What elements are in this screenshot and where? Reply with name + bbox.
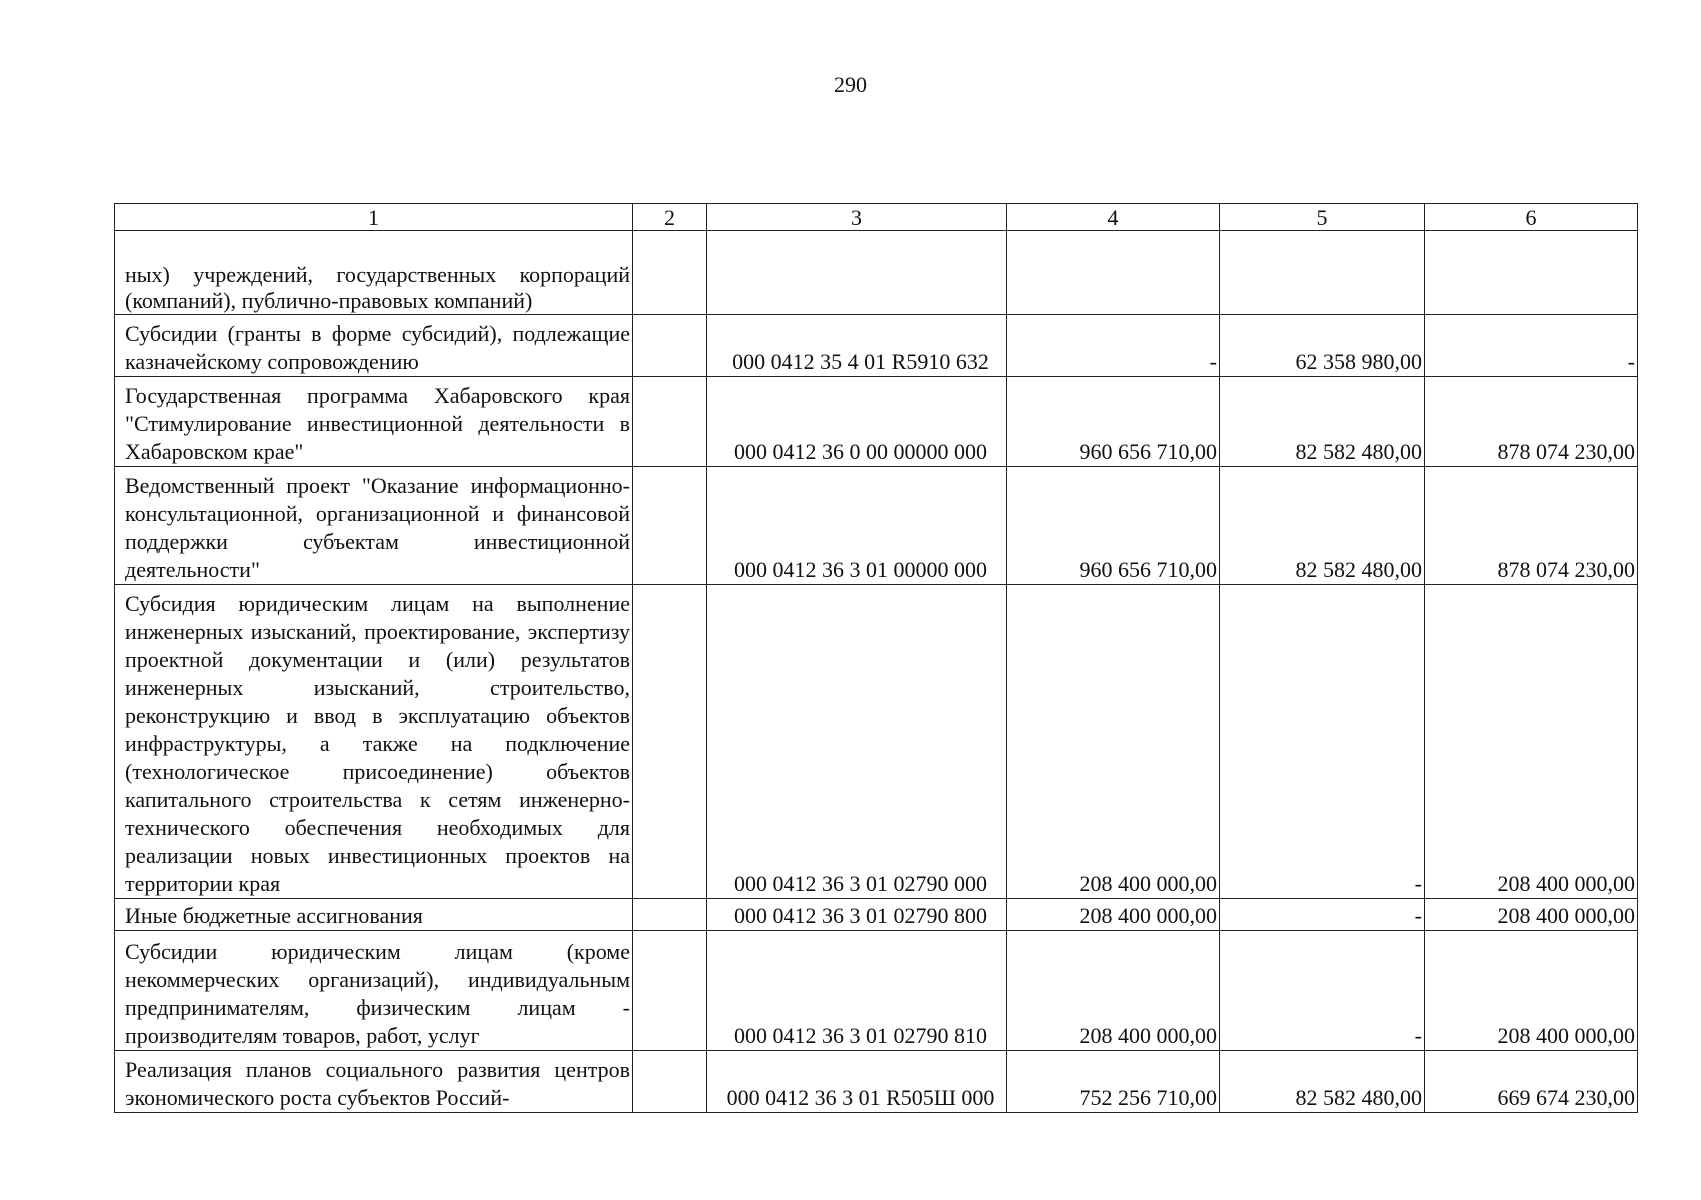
- column-header: 2: [633, 204, 707, 231]
- row-description: ных) учреждений, государственных корпораций (компаний), публично-правовых компаний): [115, 231, 633, 315]
- row-code: [707, 231, 1007, 315]
- row-value-col5: 82 582 480,00: [1220, 1051, 1425, 1113]
- column-header: 4: [1007, 204, 1220, 231]
- table-row: [115, 931, 1638, 1051]
- row-value-col4: 208 400 000,00: [1007, 899, 1220, 931]
- row-description: Субсидии юридическим лицам (кроме некоммерческих организаций), индивидуальным предпринимателям, физическим лицам - производителям товаров, работ, услуг: [115, 931, 633, 1051]
- budget-table: [114, 203, 1638, 1113]
- table-row: [115, 585, 1638, 899]
- row-col2: [633, 1051, 707, 1113]
- row-code: 000 0412 36 3 01 02790 810: [707, 931, 1007, 1051]
- row-value-col4: 208 400 000,00: [1007, 931, 1220, 1051]
- row-description: Ведомственный проект "Оказание информационно-консультационной, организационной и финансовой поддержки субъектам инвестиционной деятельности": [115, 467, 633, 585]
- row-description: Реализация планов социального развития центров экономического роста субъектов Россий-: [115, 1051, 633, 1113]
- row-value-col6: 208 400 000,00: [1425, 931, 1638, 1051]
- row-col2: [633, 585, 707, 899]
- row-col2: [633, 467, 707, 585]
- column-header: 5: [1220, 204, 1425, 231]
- row-description: Государственная программа Хабаровского края "Стимулирование инвестиционной деятельности в Хабаровском крае": [115, 377, 633, 467]
- row-value-col5: 62 358 980,00: [1220, 315, 1425, 377]
- row-value-col5: -: [1220, 931, 1425, 1051]
- table-row: [115, 377, 1638, 467]
- row-description: Субсидия юридическим лицам на выполнение инженерных изысканий, проектирование, экспертизу проектной документации и (или) результатов инженерных изысканий, строительство, реконструкцию и ввод в эксплуатацию объектов инфраструктуры, а также на подключение (технологическое присоединение) объектов капитального строительства к сетям инженерно-технического обеспечения необходимых для реализации новых инвестиционных проектов на территории края: [115, 585, 633, 899]
- row-value-col4: 752 256 710,00: [1007, 1051, 1220, 1113]
- row-code: 000 0412 36 3 01 00000 000: [707, 467, 1007, 585]
- table-row: [115, 1051, 1638, 1113]
- row-value-col6: [1425, 231, 1638, 315]
- row-code: 000 0412 36 3 01 02790 800: [707, 899, 1007, 931]
- row-col2: [633, 315, 707, 377]
- row-value-col6: 878 074 230,00: [1425, 467, 1638, 585]
- column-header: 6: [1425, 204, 1638, 231]
- column-header: 1: [115, 204, 633, 231]
- row-value-col6: 669 674 230,00: [1425, 1051, 1638, 1113]
- row-value-col5: [1220, 231, 1425, 315]
- row-value-col5: 82 582 480,00: [1220, 377, 1425, 467]
- table-row: [115, 231, 1638, 315]
- row-value-col5: 82 582 480,00: [1220, 467, 1425, 585]
- row-value-col6: -: [1425, 315, 1638, 377]
- row-value-col4: 960 656 710,00: [1007, 377, 1220, 467]
- row-code: 000 0412 36 0 00 00000 000: [707, 377, 1007, 467]
- column-header: 3: [707, 204, 1007, 231]
- row-value-col4: [1007, 231, 1220, 315]
- row-value-col6: 878 074 230,00: [1425, 377, 1638, 467]
- row-value-col6: 208 400 000,00: [1425, 585, 1638, 899]
- row-value-col4: 960 656 710,00: [1007, 467, 1220, 585]
- row-code: 000 0412 36 3 01 R505Ш 000: [707, 1051, 1007, 1113]
- row-col2: [633, 231, 707, 315]
- row-value-col4: 208 400 000,00: [1007, 585, 1220, 899]
- row-value-col6: 208 400 000,00: [1425, 899, 1638, 931]
- table-header-row: [115, 204, 1638, 231]
- row-col2: [633, 377, 707, 467]
- row-value-col4: -: [1007, 315, 1220, 377]
- page-number: 290: [834, 72, 867, 97]
- row-col2: [633, 931, 707, 1051]
- row-col2: [633, 899, 707, 931]
- row-value-col5: -: [1220, 899, 1425, 931]
- table-row: [115, 315, 1638, 377]
- row-description: Иные бюджетные ассигнования: [115, 899, 633, 931]
- table-row: [115, 467, 1638, 585]
- row-value-col5: -: [1220, 585, 1425, 899]
- row-code: 000 0412 36 3 01 02790 000: [707, 585, 1007, 899]
- table-row: [115, 899, 1638, 931]
- row-code: 000 0412 35 4 01 R5910 632: [707, 315, 1007, 377]
- row-description: Субсидии (гранты в форме субсидий), подлежащие казначейскому сопровождению: [115, 315, 633, 377]
